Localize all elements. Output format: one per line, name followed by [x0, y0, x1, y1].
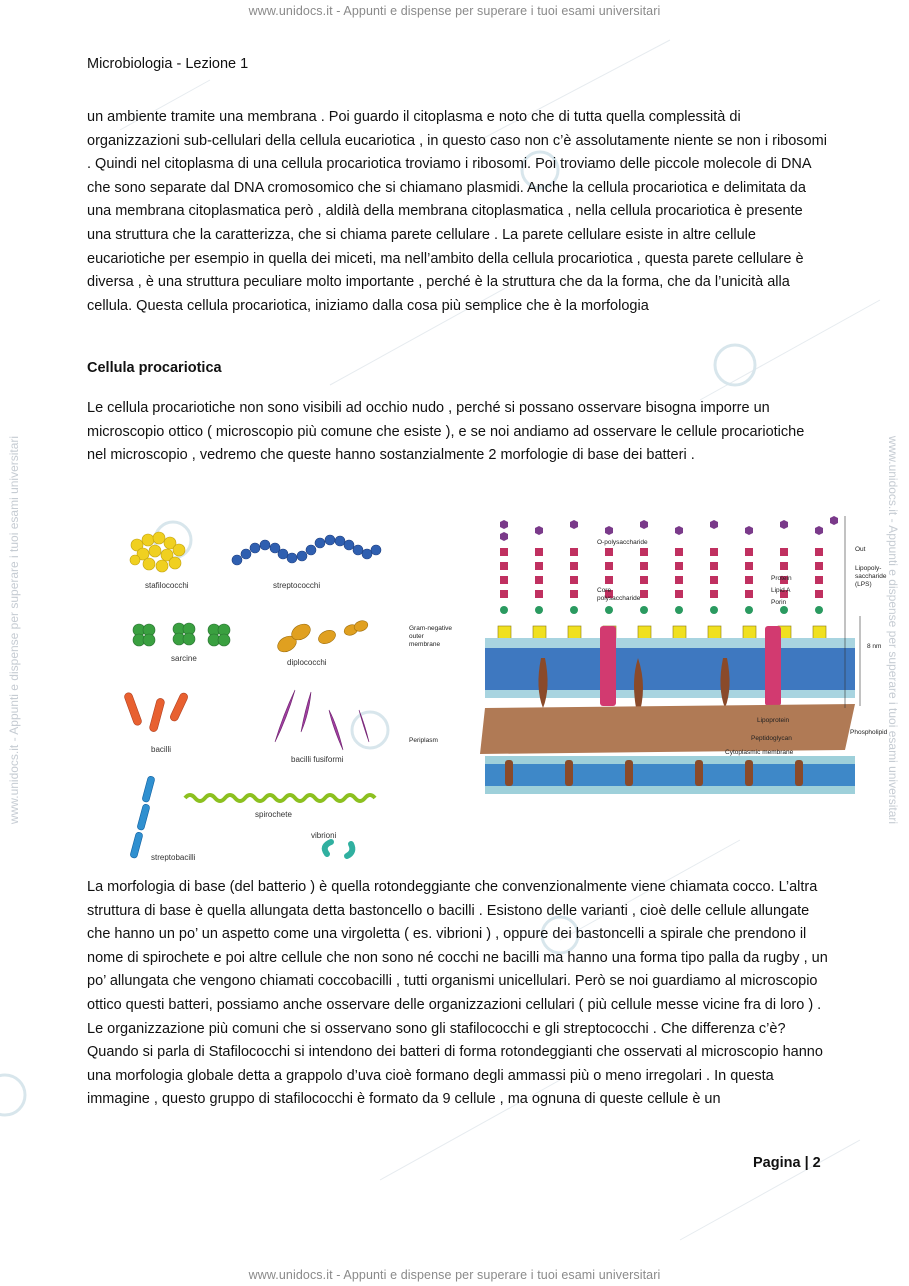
label-stafilococchi: stafilococchi	[145, 581, 189, 590]
label-core-polysaccharide: Core polysaccharide	[597, 587, 641, 602]
label-porin: Porin	[771, 599, 787, 606]
page-number: Pagina | 2	[753, 1155, 821, 1171]
label-periplasm: Periplasm	[409, 737, 438, 744]
label-lipid-a: Lipid A	[771, 587, 791, 594]
label-streptococchi: streptococchi	[273, 581, 321, 590]
sarcine-illustration	[133, 623, 230, 646]
bacilli-fusiformi-illustration	[275, 690, 369, 750]
paragraph-2: Le cellula procariotiche non sono visibili ad occhio nudo , perché si possano osservare bisogna imporre un microscopio ottico ( microscopio più comune che esiste ), e se noi andiamo ad osservare le cellule procariotiche nel microscopio , vedremo che queste hanno sostanzialmente 2 morfologie di base dei batteri .	[87, 400, 805, 464]
page-header: Microbiologia - Lezione 1	[87, 56, 249, 72]
section-heading: Cellula procariotica	[87, 360, 222, 376]
stafilococchi-illustration	[130, 532, 185, 572]
vibrioni-illustration	[325, 842, 353, 856]
label-lps: Lipopoly-saccharide (LPS)	[855, 565, 887, 588]
label-phospholipid: Phospholipid	[850, 729, 888, 736]
watermark-left: www.unidocs.it - Appunti e dispense per superare i tuoi esami universitari	[7, 435, 21, 825]
morphology-figure	[115, 510, 395, 870]
label-nm: 8 nm	[867, 643, 882, 650]
label-bacilli: bacilli	[151, 745, 172, 754]
paragraph-1: un ambiente tramite una membrana . Poi guardo il citoplasma e noto che di tutta quella complessità di organizzazioni sub-cellulari della cellula eucariotica , in questo caso non c’è assolutamente niente se non i ribosomi . Quindi nel citoplasma di una cellula procariotica troviamo i ribosomi. Poi troviamo delle piccole molecole di DNA che sono separate dal DNA cromosomico che si chiamano plasmidi. Anche la cellula procariotica e delimitata da una membrana citoplasmatica però , aldilà della membrana citoplasmatica , nella cellula procariotica è presente una struttura che la caratterizza, che si chiama parete cellulare . La parete cellulare esiste in altre cellule eucariotiche per esempio in quella dei miceti, ma nell’ambito della cellula procariotica , questa parete cellulare è diversa , è una struttura peculiare molto importante , perché è la struttura che da la forma, che da l’unicità alla cellula. Questa cellula procariotica, iniziamo dalla cosa più semplice che è la morfologia	[87, 109, 827, 314]
diplococchi-illustration	[275, 619, 369, 655]
label-peptidoglycan: Peptidoglycan	[751, 735, 792, 742]
streptobacilli-illustration	[130, 776, 155, 859]
label-diplococchi: diplococchi	[287, 658, 327, 667]
label-protein: Protein	[771, 575, 792, 582]
bacilli-illustration	[123, 692, 189, 733]
watermark-top: www.unidocs.it - Appunti e dispense per superare i tuoi esami universitari	[248, 4, 661, 18]
label-lipoprotein: Lipoprotein	[757, 717, 790, 724]
label-cytoplasmic-membrane: Cytoplasmic membrane	[725, 749, 794, 756]
membrane-figure	[405, 508, 895, 803]
label-bacilli-fusiformi: bacilli fusiformi	[291, 755, 344, 764]
watermark-bottom: www.unidocs.it - Appunti e dispense per superare i tuoi esami universitari	[248, 1268, 661, 1282]
label-sarcine: sarcine	[171, 654, 197, 663]
label-spirochete: spirochete	[255, 810, 292, 819]
label-streptobacilli: streptobacilli	[151, 853, 196, 862]
label-vibrioni: vibrioni	[311, 831, 337, 840]
streptococchi-illustration	[232, 535, 381, 565]
label-out: Out	[855, 546, 866, 553]
paragraph-3: La morfologia di base (del batterio ) è quella rotondeggiante che convenzionalmente viene chiamata cocco. L’altra struttura di base è quella allungata detta bastoncello o bacilli . Esistono delle varianti , cioè delle cellule allungate che hanno un po’ un aspetto come una virgoletta ( es. vibrioni ) , oppure dei bastoncelli a spirale che prendono il nome di spirochete e poi altre cellule che non sono né cocchi ne bacilli ma hanno una forma tipo palla da rugby , un po’ allungata che vengono chiamati coccobacilli , tutti organismi unicellulari. Però se noi guardiamo al microscopio ottico questi batteri, possiamo anche osservare delle organizzazioni cellulari ( più cellule messe vicine fra di loro ) . Le organizzazione più comuni che si osservano sono gli stafilococchi e gli streptococchi . Che differenza c’è? Quando si parla di Stafilococchi si intendono dei batteri di forma rotondeggianti che osservati al microscopio hanno una morfologia globale detta a grappolo d’uva cioè formano degli ammassi più o meno irregolari . In questa immagine , questo gruppo di stafilococchi è formato da 9 cellule , ma ognuna di queste cellule è un	[87, 879, 828, 1108]
spirochete-illustration	[185, 795, 375, 801]
label-gram-negative: Gram-negative outer membrane	[409, 625, 452, 648]
label-o-polysaccharide: O-polysaccharide	[597, 539, 648, 546]
watermark-right: www.unidocs.it - Appunti e dispense per superare i tuoi esami universitari	[886, 435, 900, 825]
